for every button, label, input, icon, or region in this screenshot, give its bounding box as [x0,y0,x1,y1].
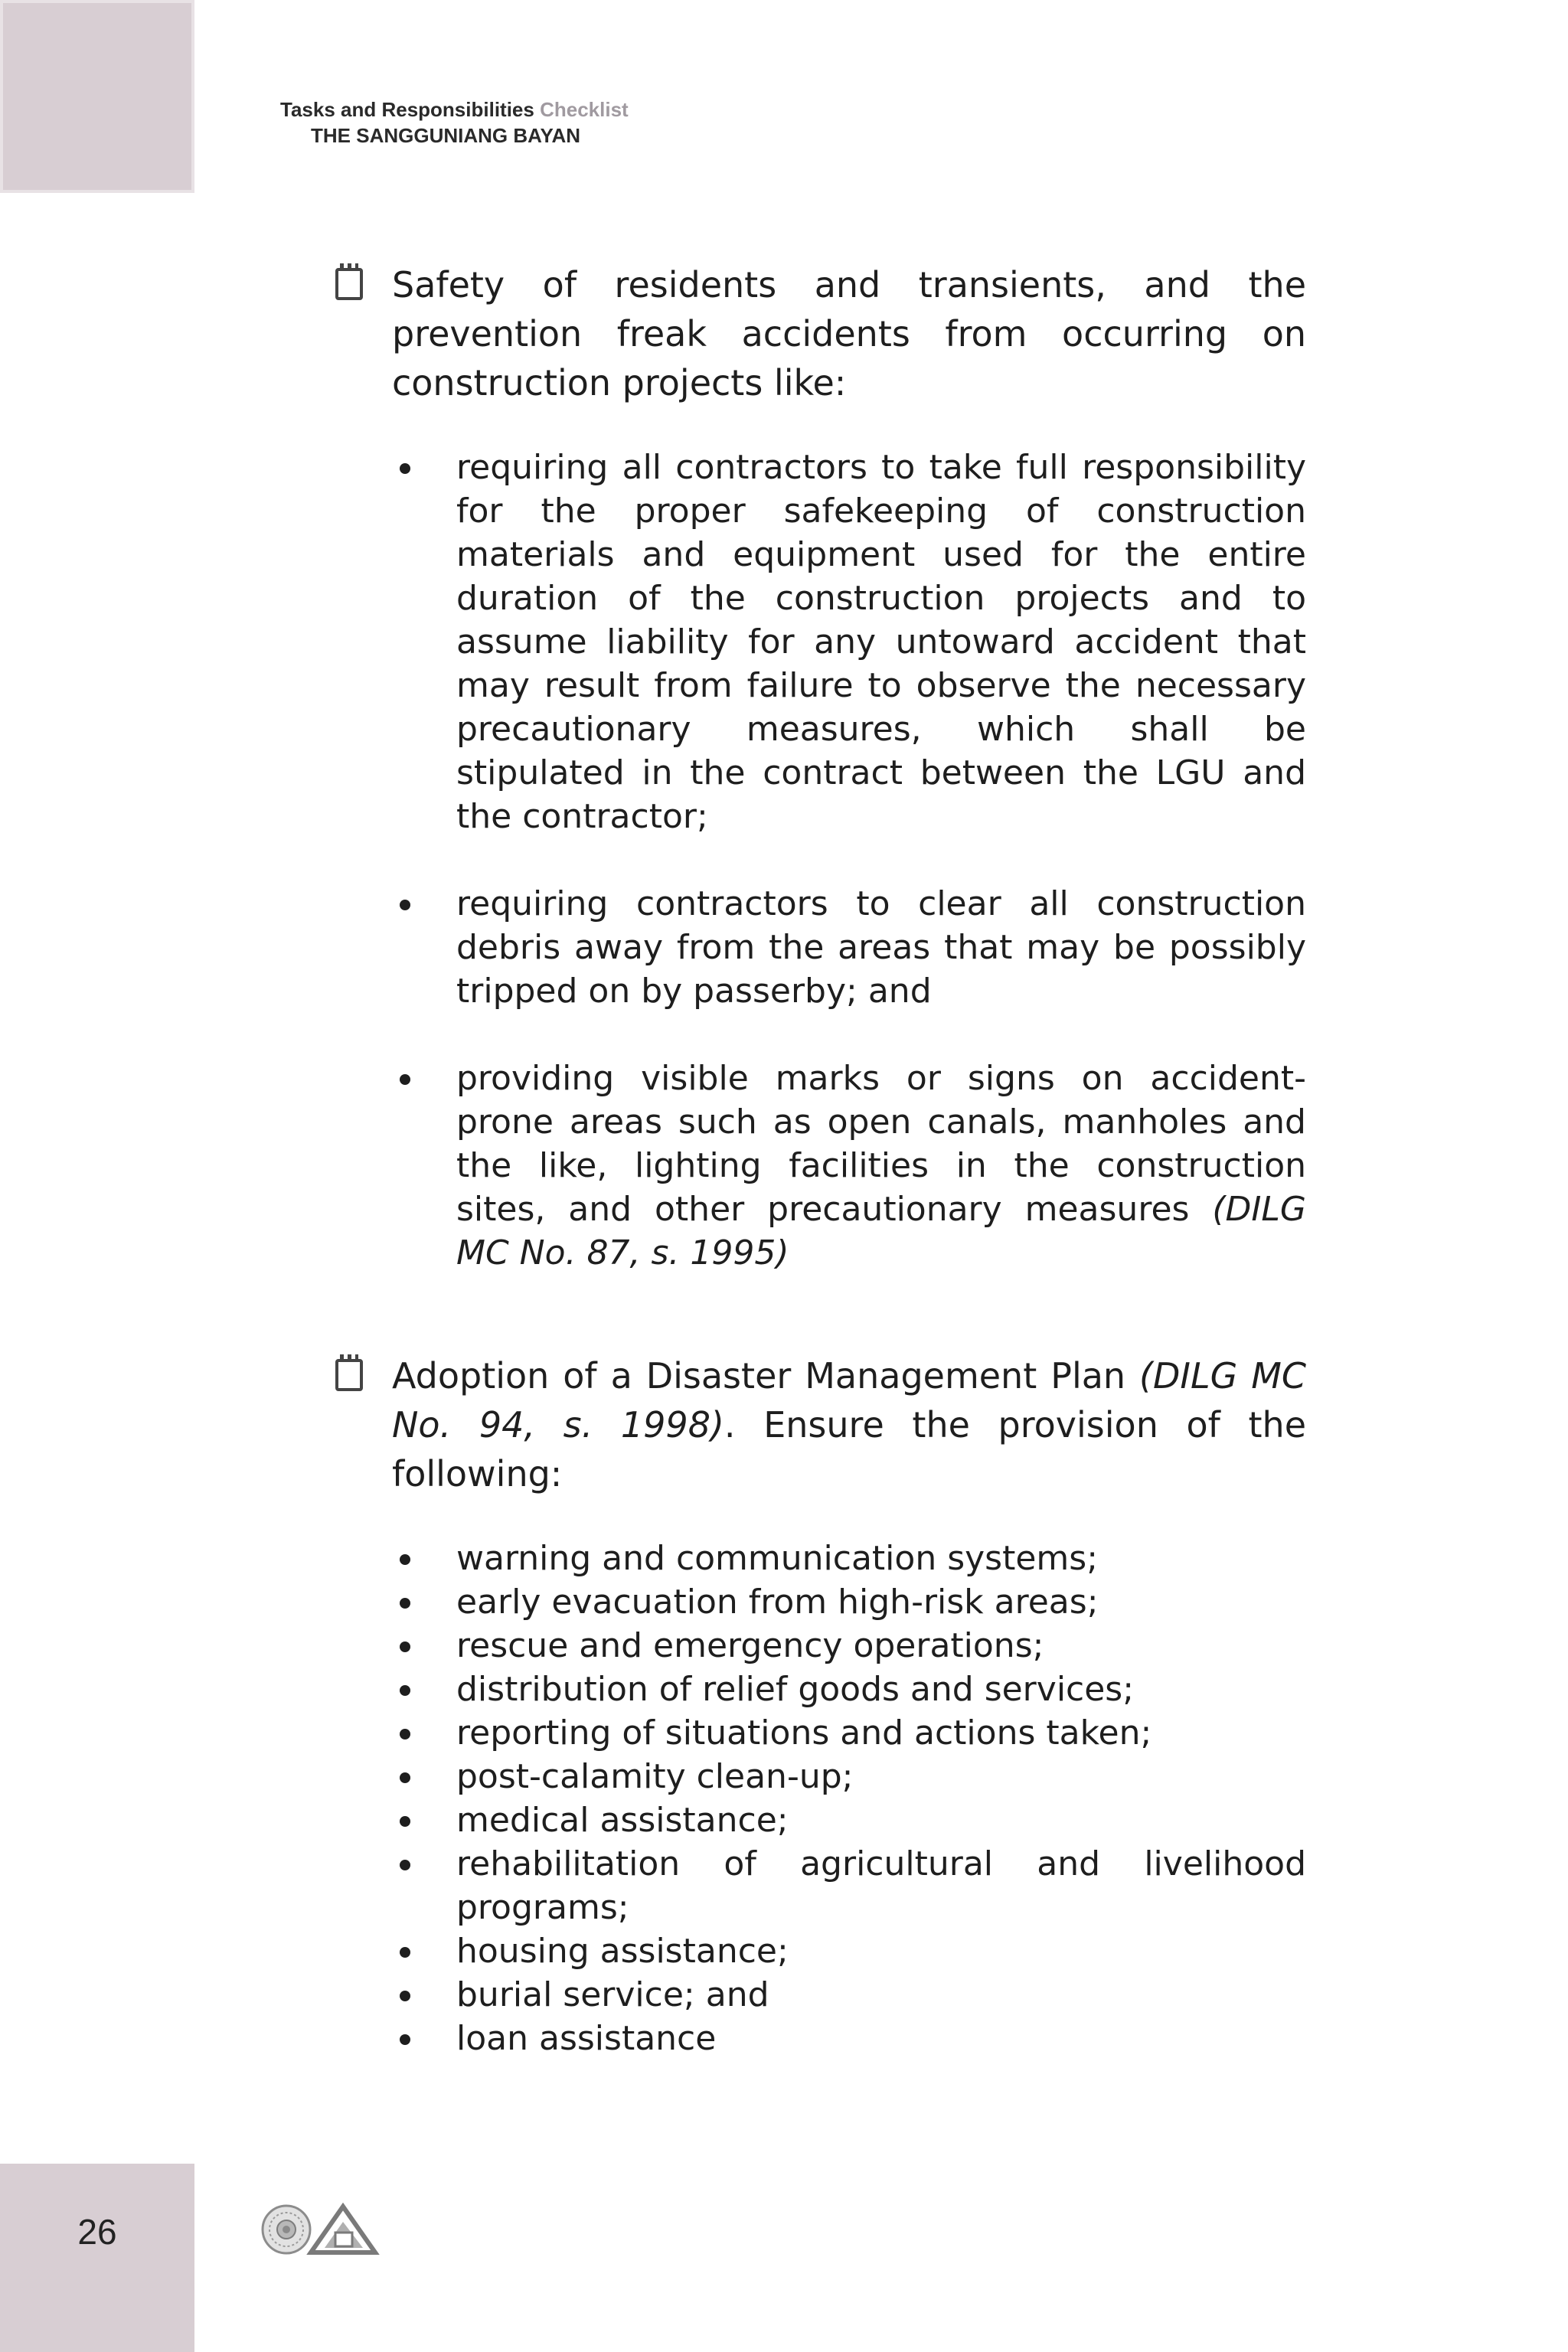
checkbox-icon[interactable] [335,268,363,300]
running-head-section: THE SANGGUNIANG BAYAN [311,124,581,147]
checklist [329,260,1306,2060]
list-item: reporting of situations and actions taken; [456,1711,1306,1755]
footer-logos [260,2202,383,2257]
running-head [280,96,629,149]
corner-block-bottom [0,2164,194,2352]
item-lead: Safety of residents and transients, and the prevention freak accidents from occurring on construction projects like: [392,264,1306,403]
bullet-list [392,1537,1306,2060]
list-item: housing assistance; [456,1929,1306,1973]
running-head-line-1 [280,96,629,122]
list-item: early evacuation from high-risk areas; [456,1580,1306,1624]
checkbox-icon[interactable] [335,1359,363,1391]
list-item: distribution of relief goods and services; [456,1668,1306,1711]
running-head-subtitle: Checklist [540,98,629,121]
list-item: rehabilitation of agricultural and livelihood programs; [456,1842,1306,1929]
list-item: rescue and emergency operations; [456,1624,1306,1668]
bullet-list [392,446,1306,1275]
list-item [456,1057,1306,1275]
list-item-text: requiring all contractors to take full responsibility for the proper safekeeping of construction materials and equipment used for the entire duration of the construction projects and to assume liability for any untoward accident that may result from failure to observe the necessary precautionary measures, which shall be stipulated in the contract between the LGU and the contractor; [456,448,1306,836]
list-item: post-calamity clean-up; [456,1755,1306,1798]
dilg-seal-logo [263,2206,310,2253]
citation: (DILG MC No. 87, s. 1995) [456,1190,1306,1272]
checklist-item-safety [329,260,1306,1275]
list-item [456,446,1306,838]
list-item: warning and communication systems; [456,1537,1306,1580]
list-item: burial service; and [456,1973,1306,2017]
item-lead-text: Adoption of a Disaster Management Plan [392,1355,1140,1396]
list-item-text: requiring contractors to clear all construction debris away from the areas that may be possibly tripped on by passerby; and [456,884,1306,1011]
running-head-title: Tasks and Responsibilities [280,98,534,121]
lga-logo [311,2207,375,2252]
item-lead-rest: . Ensure the provision of the following: [392,1404,1306,1494]
citation: (DILG MC No. 94, s. 1998) [392,1355,1307,1446]
item-lead [392,1351,1306,1498]
list-item: medical assistance; [456,1798,1306,1842]
list-item [456,882,1306,1013]
list-item: loan assistance [456,2017,1306,2060]
checklist-item-disaster-plan [329,1351,1306,2060]
page-number: 26 [77,2212,117,2252]
list-item-text: providing visible marks or signs on accident-prone areas such as open canals, manholes and the like, lighting facilities in the construction sites, and other precautionary measures [456,1059,1306,1229]
corner-block-top [0,0,194,193]
